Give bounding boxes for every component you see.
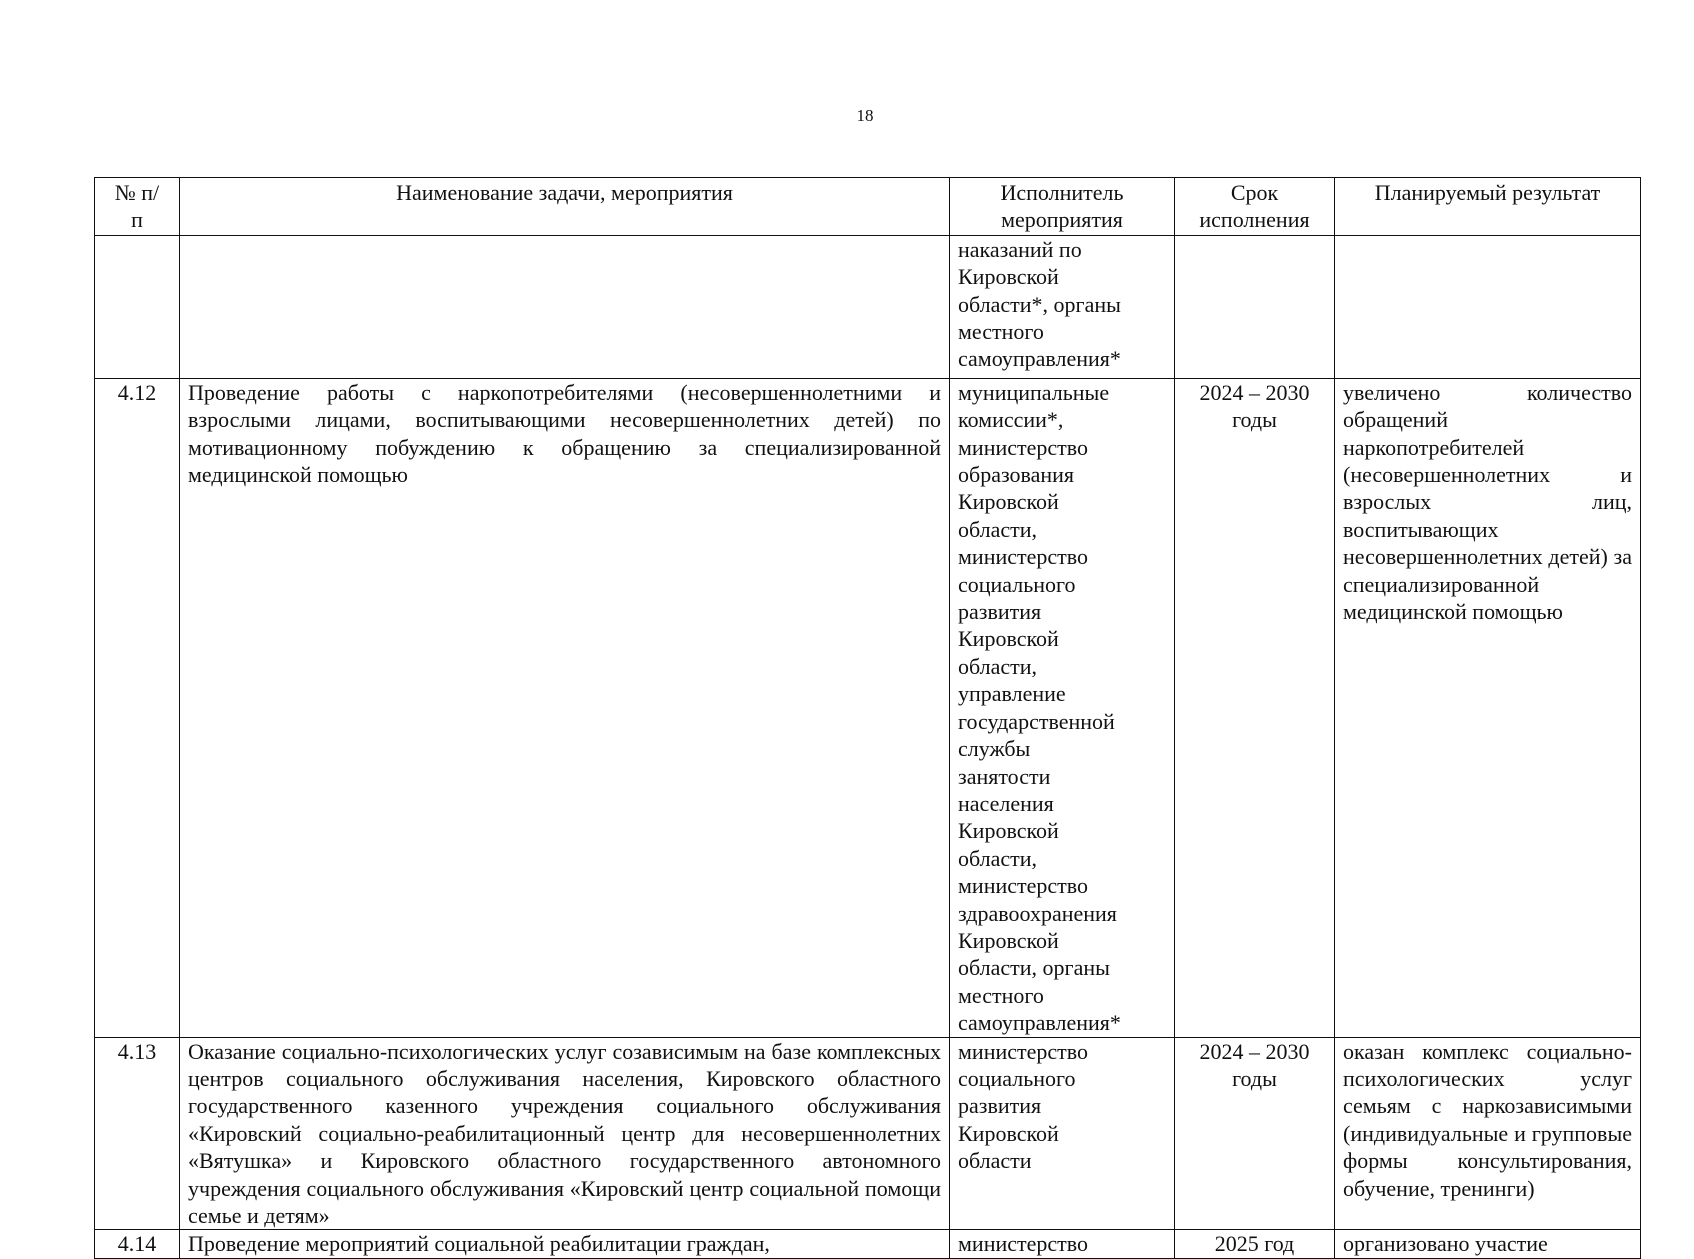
- table-header-row: [95, 178, 1641, 236]
- header-task: Наименование задачи, мероприятия: [180, 178, 950, 236]
- row-term: [1175, 235, 1335, 378]
- table-row: [95, 1037, 1641, 1230]
- header-result: Планируемый результат: [1335, 178, 1641, 236]
- row-task: Проведение работы с наркопотребителями (несовершеннолетними и взрослыми лицами, воспитывающими несовершеннолетних детей) по мотивационному побуждению к обращению за специализированной медицинской помощью: [180, 378, 950, 1037]
- row-result: оказан комплекс социально-психологических услуг семьям с наркозависимыми (индивидуальные и групповые формы консультирования, обучение, тренинги): [1335, 1037, 1641, 1230]
- activities-table: [94, 177, 1641, 1259]
- header-term: Срок исполнения: [1175, 178, 1335, 236]
- row-task: Проведение мероприятий социальной реабилитации граждан,: [180, 1230, 950, 1258]
- header-num: № п/п: [95, 178, 180, 236]
- page-number: 18: [856, 106, 874, 125]
- row-result: организовано участие: [1335, 1230, 1641, 1258]
- table-row: [95, 235, 1641, 378]
- row-term: 2024 – 2030 годы: [1175, 378, 1335, 1037]
- row-term: 2024 – 2030 годы: [1175, 1037, 1335, 1230]
- row-executor: муниципальные комиссии*, министерство образования Кировской области, министерство социального развития Кировской области, управление государственной службы занятости населения Кировской области, министерство здравоохранения Кировской области, органы местного самоуправления*: [950, 378, 1175, 1037]
- row-result: [1335, 235, 1641, 378]
- row-executor: министерство социального развития Кировской области: [950, 1037, 1175, 1230]
- row-num: [95, 235, 180, 378]
- row-term: 2025 год: [1175, 1230, 1335, 1258]
- row-executor: наказаний по Кировской области*, органы местного самоуправления*: [950, 235, 1175, 378]
- row-task: [180, 235, 950, 378]
- table-row: [95, 1230, 1641, 1258]
- table-row: [95, 378, 1641, 1037]
- row-num: 4.14: [95, 1230, 180, 1258]
- row-num: 4.12: [95, 378, 180, 1037]
- row-num: 4.13: [95, 1037, 180, 1230]
- row-result: увеличено количество обращений наркопотребителей (несовершеннолетних и взрослых лиц, воспитывающих несовершеннолетних детей) за специализированной медицинской помощью: [1335, 378, 1641, 1037]
- row-task: Оказание социально-психологических услуг созависимым на базе комплексных центров социального обслуживания населения, Кировского областного государственного казенного учреждения социального обслуживания «Кировский социально-реабилитационный центр для несовершеннолетних «Вятушка» и Кировского областного государственного автономного учреждения социального обслуживания «Кировский центр социальной помощи семье и детям»: [180, 1037, 950, 1230]
- row-executor: министерство: [950, 1230, 1175, 1258]
- header-executor: Исполнитель мероприятия: [950, 178, 1175, 236]
